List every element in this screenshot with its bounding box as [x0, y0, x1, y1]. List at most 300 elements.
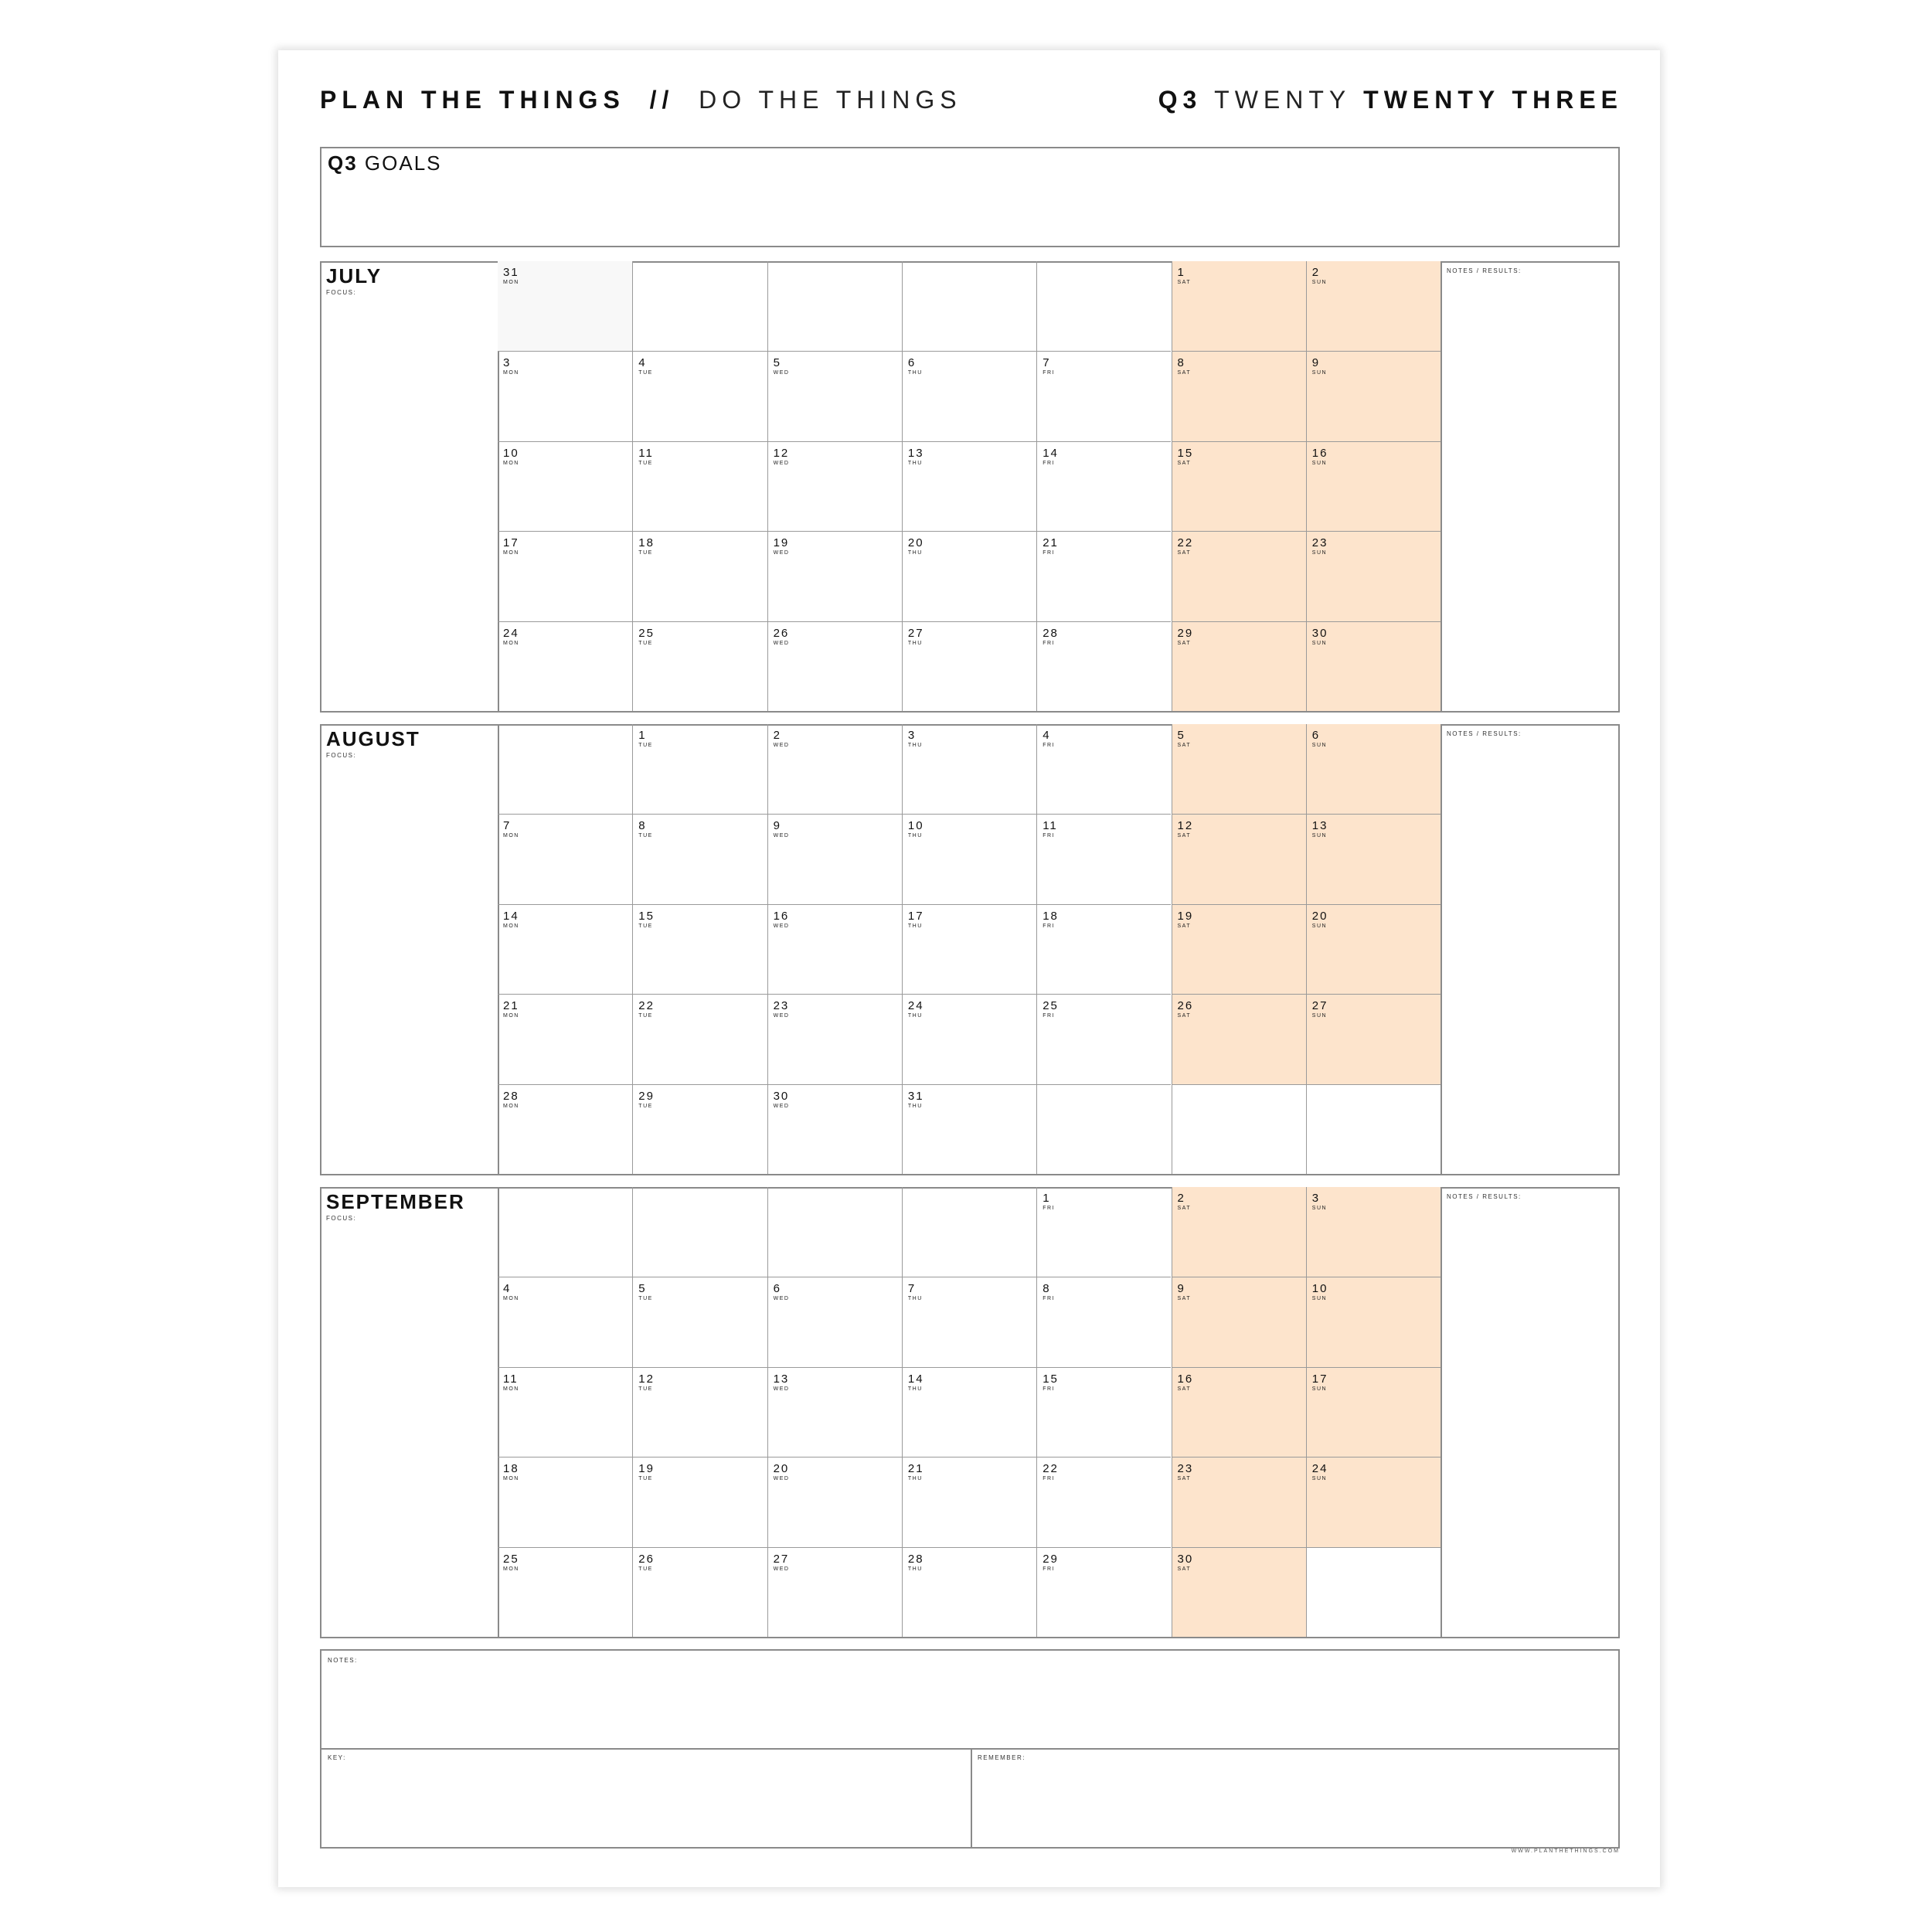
- day-cell-4[interactable]: [1036, 724, 1171, 814]
- weekday-label: TUE: [638, 923, 653, 929]
- day-cell-12[interactable]: [767, 441, 902, 531]
- day-cell-17[interactable]: [902, 904, 1036, 994]
- empty-cell[interactable]: [498, 1187, 632, 1277]
- notes-results-label: NOTES / RESULTS:: [1447, 1193, 1522, 1200]
- empty-cell[interactable]: [767, 1187, 902, 1277]
- day-cell-18[interactable]: [632, 531, 767, 621]
- notes-results-label: NOTES / RESULTS:: [1447, 267, 1522, 274]
- day-cell-1[interactable]: [1172, 261, 1306, 351]
- notes-label: NOTES:: [328, 1657, 358, 1664]
- day-number: 25: [503, 1552, 519, 1566]
- day-number: 4: [638, 356, 647, 370]
- weekday-label: TUE: [638, 370, 653, 376]
- day-number: 14: [503, 909, 519, 923]
- weekday-label: MON: [503, 1296, 519, 1302]
- day-number: 20: [773, 1462, 790, 1476]
- day-number: 19: [773, 536, 790, 550]
- day-cell-23[interactable]: [767, 994, 902, 1083]
- day-cell-24[interactable]: [498, 621, 632, 711]
- weekday-label: SAT: [1177, 460, 1192, 466]
- day-cell-1[interactable]: [632, 724, 767, 814]
- day-cell-25[interactable]: [632, 621, 767, 711]
- day-number: 30: [1311, 626, 1328, 640]
- day-number: 12: [638, 1372, 655, 1386]
- goals-quarter: Q3: [328, 151, 358, 175]
- empty-cell[interactable]: [902, 261, 1036, 351]
- day-cell-5[interactable]: [1172, 724, 1306, 814]
- day-number: 6: [907, 356, 917, 370]
- day-number: 5: [773, 356, 781, 370]
- empty-cell[interactable]: [1036, 1084, 1171, 1174]
- weekday-label: SUN: [1311, 1476, 1328, 1482]
- day-number: 19: [638, 1462, 655, 1476]
- weekday-label: SAT: [1177, 1206, 1192, 1211]
- day-cell-19[interactable]: [1172, 904, 1306, 994]
- weekday-label: FRI: [1043, 923, 1055, 929]
- day-number: 11: [638, 446, 654, 460]
- day-cell-19[interactable]: [767, 531, 902, 621]
- day-cell-26[interactable]: [1172, 994, 1306, 1083]
- day-cell-20[interactable]: [767, 1457, 902, 1546]
- day-cell-9[interactable]: [1172, 1277, 1306, 1366]
- page-header: [320, 83, 1623, 116]
- day-cell-4[interactable]: [632, 351, 767, 440]
- goals-box[interactable]: [320, 147, 1620, 247]
- day-cell-30[interactable]: [1172, 1547, 1306, 1637]
- weekday-label: WED: [773, 640, 790, 646]
- day-cell-11[interactable]: [632, 441, 767, 531]
- day-cell-31[interactable]: [902, 1084, 1036, 1174]
- day-cell-8[interactable]: [632, 814, 767, 903]
- day-cell-19[interactable]: [632, 1457, 767, 1546]
- weekday-label: TUE: [638, 1296, 653, 1302]
- day-cell-2[interactable]: [767, 724, 902, 814]
- empty-cell[interactable]: [498, 724, 632, 814]
- day-cell-22[interactable]: [1172, 531, 1306, 621]
- weekday-label: FRI: [1043, 743, 1055, 748]
- weekday-label: WED: [773, 743, 790, 748]
- day-number: 5: [1177, 729, 1185, 742]
- day-cell-12[interactable]: [1172, 814, 1306, 903]
- day-cell-16[interactable]: [767, 904, 902, 994]
- day-cell-6[interactable]: [767, 1277, 902, 1366]
- weekday-label: MON: [503, 640, 519, 646]
- day-number: 9: [1177, 1282, 1185, 1296]
- day-cell-18[interactable]: [498, 1457, 632, 1546]
- day-number: 16: [1311, 446, 1328, 460]
- day-cell-27[interactable]: [767, 1547, 902, 1637]
- day-number: 2: [1177, 1192, 1185, 1205]
- weekday-label: TUE: [638, 1566, 653, 1572]
- weekday-label: THU: [907, 550, 923, 556]
- day-number: 10: [503, 446, 519, 460]
- day-number: 2: [1311, 266, 1321, 279]
- day-number: 15: [1177, 446, 1194, 460]
- weekday-label: SUN: [1311, 923, 1328, 929]
- day-cell-14[interactable]: [1036, 441, 1171, 531]
- day-cell-11[interactable]: [1036, 814, 1171, 903]
- day-cell-22[interactable]: [1036, 1457, 1171, 1546]
- day-number: 13: [773, 1372, 790, 1386]
- day-cell-4[interactable]: [498, 1277, 632, 1366]
- weekday-label: TUE: [638, 640, 653, 646]
- day-cell-27[interactable]: [902, 621, 1036, 711]
- weekday-label: FRI: [1043, 833, 1055, 839]
- weekday-label: THU: [907, 833, 923, 839]
- weekday-label: WED: [773, 550, 790, 556]
- day-cell-29[interactable]: [1036, 1547, 1171, 1637]
- key-label: KEY:: [328, 1754, 346, 1761]
- weekday-label: SAT: [1177, 370, 1192, 376]
- focus-label: FOCUS:: [326, 752, 357, 759]
- day-cell-28[interactable]: [1036, 621, 1171, 711]
- weekday-label: WED: [773, 1386, 790, 1392]
- day-number: 30: [773, 1089, 790, 1103]
- day-cell-21[interactable]: [902, 1457, 1036, 1546]
- day-number: 24: [1311, 1462, 1328, 1476]
- bottom-notes-box[interactable]: [320, 1649, 1620, 1849]
- day-cell-21[interactable]: [1036, 531, 1171, 621]
- day-cell-3[interactable]: [902, 724, 1036, 814]
- day-cell-1[interactable]: [1036, 1187, 1171, 1277]
- day-number: 14: [1043, 446, 1059, 460]
- weekday-label: SUN: [1311, 1296, 1328, 1302]
- day-cell-15[interactable]: [1036, 1367, 1171, 1457]
- header-year-light: TWENTY: [1214, 86, 1352, 114]
- day-number: 9: [773, 819, 781, 833]
- day-cell-10[interactable]: [902, 814, 1036, 903]
- day-cell-12[interactable]: [632, 1367, 767, 1457]
- weekday-label: WED: [773, 370, 790, 376]
- day-cell-5[interactable]: [767, 351, 902, 440]
- empty-cell[interactable]: [1306, 1084, 1440, 1174]
- day-cell-7[interactable]: [1036, 351, 1171, 440]
- day-number: 27: [1311, 999, 1328, 1013]
- weekday-label: SAT: [1177, 833, 1192, 839]
- day-number: 28: [1043, 626, 1059, 640]
- weekday-label: SAT: [1177, 1476, 1192, 1482]
- day-number: 29: [1177, 626, 1194, 640]
- empty-cell[interactable]: [1306, 1547, 1440, 1637]
- day-cell-15[interactable]: [1172, 441, 1306, 531]
- header-quarter: Q3: [1158, 86, 1202, 114]
- day-cell-17[interactable]: [498, 531, 632, 621]
- weekday-label: WED: [773, 1566, 790, 1572]
- notes-divider: [321, 1748, 1618, 1750]
- day-number: 8: [1043, 1282, 1051, 1296]
- day-number: 12: [1177, 819, 1194, 833]
- weekday-label: FRI: [1043, 1296, 1055, 1302]
- month-july: [320, 261, 1620, 713]
- notes-results-label: NOTES / RESULTS:: [1447, 730, 1522, 737]
- day-number: 15: [638, 909, 655, 923]
- weekday-label: SUN: [1311, 280, 1328, 285]
- header-plan: PLAN THE THINGS: [320, 86, 625, 114]
- weekday-label: MON: [503, 1566, 519, 1572]
- day-cell-29[interactable]: [1172, 621, 1306, 711]
- day-cell-3[interactable]: [1306, 1187, 1440, 1277]
- day-cell-6[interactable]: [1306, 724, 1440, 814]
- day-number: 13: [1311, 819, 1328, 833]
- day-number: 15: [1043, 1372, 1059, 1386]
- weekday-label: MON: [503, 460, 519, 466]
- day-number: 3: [1311, 1192, 1321, 1205]
- weekday-label: FRI: [1043, 1566, 1055, 1572]
- weekday-label: FRI: [1043, 550, 1055, 556]
- focus-label: FOCUS:: [326, 1215, 357, 1222]
- day-cell-9[interactable]: [1306, 351, 1440, 440]
- day-cell-7[interactable]: [902, 1277, 1036, 1366]
- weekday-label: WED: [773, 1296, 790, 1302]
- day-number: 7: [1043, 356, 1051, 370]
- weekday-label: TUE: [638, 460, 653, 466]
- day-cell-26[interactable]: [632, 1547, 767, 1637]
- empty-cell[interactable]: [632, 261, 767, 351]
- notes-column-divider: [1440, 1187, 1442, 1638]
- day-cell-20[interactable]: [902, 531, 1036, 621]
- day-number: 17: [503, 536, 519, 550]
- day-cell-13[interactable]: [1306, 814, 1440, 903]
- day-number: 6: [773, 1282, 781, 1296]
- day-cell-14[interactable]: [902, 1367, 1036, 1457]
- weekday-label: SAT: [1177, 923, 1192, 929]
- day-number: 23: [773, 999, 790, 1013]
- day-number: 30: [1177, 1552, 1194, 1566]
- day-cell-9[interactable]: [767, 814, 902, 903]
- day-number: 3: [503, 356, 512, 370]
- weekday-label: SAT: [1177, 640, 1192, 646]
- month-name: JULY: [326, 264, 383, 287]
- day-cell-7[interactable]: [498, 814, 632, 903]
- day-number: 13: [907, 446, 924, 460]
- weekday-label: WED: [773, 833, 790, 839]
- day-number: 4: [1043, 729, 1051, 742]
- day-number: 9: [1311, 356, 1321, 370]
- weekday-label: THU: [907, 923, 923, 929]
- day-number: 3: [907, 729, 917, 742]
- remember-label: REMEMBER:: [978, 1754, 1026, 1761]
- day-cell-13[interactable]: [767, 1367, 902, 1457]
- day-number: 16: [1177, 1372, 1194, 1386]
- day-number: 22: [638, 999, 655, 1013]
- month-name: AUGUST: [326, 727, 420, 750]
- weekday-label: MON: [503, 1386, 519, 1392]
- header-year-bold: TWENTY THREE: [1363, 86, 1623, 114]
- day-number: 25: [1043, 999, 1059, 1013]
- day-number: 18: [638, 536, 655, 550]
- day-cell-27[interactable]: [1306, 994, 1440, 1083]
- weekday-label: SUN: [1311, 1206, 1328, 1211]
- month-september: [320, 1187, 1620, 1638]
- day-number: 20: [1311, 909, 1328, 923]
- weekday-label: MON: [503, 833, 519, 839]
- focus-label: FOCUS:: [326, 289, 357, 296]
- weekday-label: WED: [773, 923, 790, 929]
- weekday-label: THU: [907, 743, 923, 748]
- day-number: 27: [907, 626, 924, 640]
- day-cell-2[interactable]: [1306, 261, 1440, 351]
- day-cell-10[interactable]: [1306, 1277, 1440, 1366]
- day-cell-3[interactable]: [498, 351, 632, 440]
- day-number: 23: [1177, 1462, 1194, 1476]
- day-number: 10: [907, 819, 924, 833]
- day-number: 23: [1311, 536, 1328, 550]
- day-cell-23[interactable]: [1172, 1457, 1306, 1546]
- weekday-label: WED: [773, 460, 790, 466]
- day-number: 26: [1177, 999, 1194, 1013]
- day-cell-2[interactable]: [1172, 1187, 1306, 1277]
- weekday-label: SAT: [1177, 550, 1192, 556]
- weekday-label: SUN: [1311, 833, 1328, 839]
- day-number: 1: [1043, 1192, 1051, 1205]
- weekday-label: WED: [773, 1013, 790, 1019]
- weekday-label: THU: [907, 1476, 923, 1482]
- day-number: 21: [503, 999, 519, 1013]
- weekday-label: MON: [503, 923, 519, 929]
- day-cell-20[interactable]: [1306, 904, 1440, 994]
- day-number: 5: [638, 1282, 647, 1296]
- day-number: 11: [503, 1372, 519, 1386]
- weekday-label: FRI: [1043, 1013, 1055, 1019]
- empty-cell[interactable]: [902, 1187, 1036, 1277]
- day-number: 27: [773, 1552, 790, 1566]
- weekday-label: THU: [907, 1103, 923, 1109]
- weekday-label: TUE: [638, 743, 653, 748]
- day-cell-21[interactable]: [498, 994, 632, 1083]
- weekday-label: MON: [503, 1103, 519, 1109]
- weekday-label: THU: [907, 1386, 923, 1392]
- weekday-label: SUN: [1311, 743, 1328, 748]
- day-cell-14[interactable]: [498, 904, 632, 994]
- day-cell-25[interactable]: [498, 1547, 632, 1637]
- day-cell-26[interactable]: [767, 621, 902, 711]
- header-do: DO THE THINGS: [699, 86, 962, 114]
- weekday-label: WED: [773, 1103, 790, 1109]
- day-number: 1: [1177, 266, 1185, 279]
- day-number: 20: [907, 536, 924, 550]
- empty-cell[interactable]: [632, 1187, 767, 1277]
- day-number: 16: [773, 909, 790, 923]
- day-cell-8[interactable]: [1172, 351, 1306, 440]
- day-cell-16[interactable]: [1306, 441, 1440, 531]
- empty-cell[interactable]: [1172, 1084, 1306, 1174]
- day-number: 21: [907, 1462, 924, 1476]
- day-cell-18[interactable]: [1036, 904, 1171, 994]
- day-number: 7: [503, 819, 512, 833]
- day-number: 17: [1311, 1372, 1328, 1386]
- weekday-label: TUE: [638, 550, 653, 556]
- weekday-label: FRI: [1043, 640, 1055, 646]
- day-cell-16[interactable]: [1172, 1367, 1306, 1457]
- weekday-label: THU: [907, 460, 923, 466]
- day-cell-11[interactable]: [498, 1367, 632, 1457]
- day-number: 21: [1043, 536, 1059, 550]
- empty-cell[interactable]: [767, 261, 902, 351]
- weekday-label: WED: [773, 1476, 790, 1482]
- header-separator: //: [649, 86, 675, 114]
- day-number: 11: [1043, 819, 1058, 833]
- weekday-label: THU: [907, 1566, 923, 1572]
- header-right: [1158, 83, 1623, 116]
- empty-cell[interactable]: [1036, 261, 1171, 351]
- day-number: 28: [907, 1552, 924, 1566]
- weekday-label: FRI: [1043, 1206, 1055, 1211]
- day-number: 1: [638, 729, 647, 742]
- goals-title: [328, 151, 442, 175]
- day-number: 26: [773, 626, 790, 640]
- day-cell-29[interactable]: [632, 1084, 767, 1174]
- day-number: 4: [503, 1282, 512, 1296]
- day-cell-10[interactable]: [498, 441, 632, 531]
- day-number: 29: [1043, 1552, 1059, 1566]
- day-cell-22[interactable]: [632, 994, 767, 1083]
- day-number: 8: [638, 819, 647, 833]
- weekday-label: SUN: [1311, 460, 1328, 466]
- day-cell-28[interactable]: [498, 1084, 632, 1174]
- weekday-label: SUN: [1311, 1013, 1328, 1019]
- day-cell-8[interactable]: [1036, 1277, 1171, 1366]
- weekday-label: MON: [503, 1013, 519, 1019]
- weekday-label: FRI: [1043, 1476, 1055, 1482]
- header-left: [320, 83, 962, 116]
- weekday-label: TUE: [638, 1476, 653, 1482]
- weekday-label: FRI: [1043, 460, 1055, 466]
- day-number: 18: [503, 1462, 519, 1476]
- day-cell-30[interactable]: [767, 1084, 902, 1174]
- day-number: 7: [907, 1282, 917, 1296]
- day-number: 14: [907, 1372, 924, 1386]
- weekday-label: MON: [503, 370, 519, 376]
- day-cell-17[interactable]: [1306, 1367, 1440, 1457]
- day-number: 8: [1177, 356, 1185, 370]
- day-number: 10: [1311, 1282, 1328, 1296]
- weekday-label: SUN: [1311, 550, 1328, 556]
- weekday-label: THU: [907, 370, 923, 376]
- day-number: 12: [773, 446, 790, 460]
- day-cell-24[interactable]: [1306, 1457, 1440, 1546]
- day-number: 19: [1177, 909, 1194, 923]
- day-cell-25[interactable]: [1036, 994, 1171, 1083]
- weekday-label: THU: [907, 640, 923, 646]
- goals-label: GOALS: [364, 151, 442, 175]
- day-number: 2: [773, 729, 781, 742]
- day-cell-15[interactable]: [632, 904, 767, 994]
- day-cell-31[interactable]: [498, 261, 632, 351]
- day-cell-5[interactable]: [632, 1277, 767, 1366]
- weekday-label: SAT: [1177, 743, 1192, 748]
- day-number: 26: [638, 1552, 655, 1566]
- footer-url: WWW.PLANTHETHINGS.COM: [1511, 1849, 1620, 1854]
- day-number: 22: [1043, 1462, 1059, 1476]
- weekday-label: SAT: [1177, 1296, 1192, 1302]
- weekday-label: TUE: [638, 833, 653, 839]
- month-name: SEPTEMBER: [326, 1190, 465, 1213]
- weekday-label: TUE: [638, 1103, 653, 1109]
- day-cell-23[interactable]: [1306, 531, 1440, 621]
- day-cell-30[interactable]: [1306, 621, 1440, 711]
- day-cell-28[interactable]: [902, 1547, 1036, 1637]
- day-number: 31: [907, 1089, 924, 1103]
- day-cell-6[interactable]: [902, 351, 1036, 440]
- day-cell-24[interactable]: [902, 994, 1036, 1083]
- day-cell-13[interactable]: [902, 441, 1036, 531]
- weekday-label: MON: [503, 280, 519, 285]
- weekday-label: MON: [503, 1476, 519, 1482]
- weekday-label: SAT: [1177, 1566, 1192, 1572]
- day-number: 28: [503, 1089, 519, 1103]
- day-number: 17: [907, 909, 924, 923]
- day-number: 24: [907, 999, 924, 1013]
